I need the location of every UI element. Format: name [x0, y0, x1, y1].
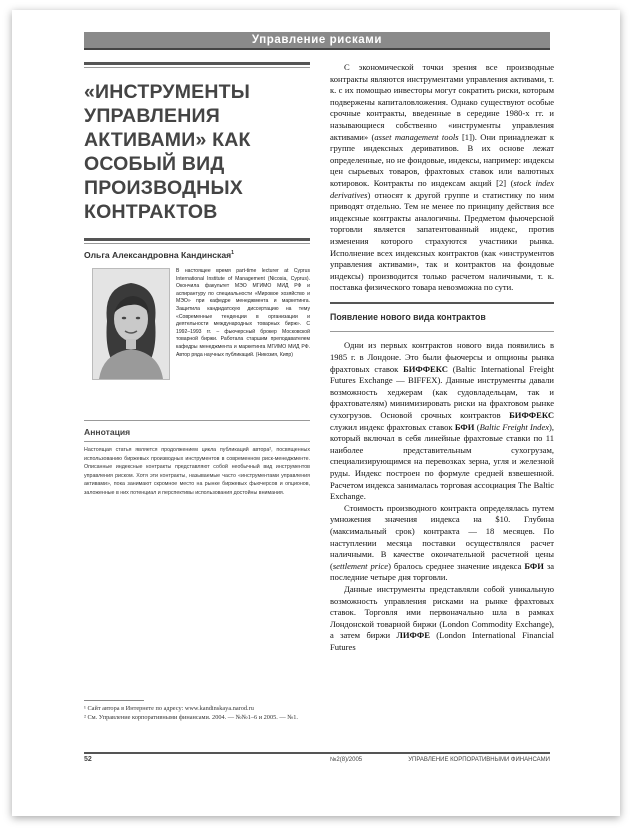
right-column — [330, 62, 554, 654]
abstract-rule-mid — [84, 441, 310, 442]
bold-term: БИФФЕКС — [509, 410, 554, 421]
paragraph-1 — [330, 62, 554, 294]
section-header: Управление рисками — [84, 32, 550, 50]
text-run: служил индекс фрахтовых ставок — [330, 421, 455, 432]
text-run: (London International Financial Futures — [330, 630, 554, 652]
spacer — [330, 294, 554, 302]
issue-number: №2(8)/2005 — [330, 757, 363, 763]
paragraph-2 — [330, 340, 554, 502]
bold-term: ЛИФФЕ — [396, 630, 430, 641]
author-name — [84, 250, 310, 260]
text-run: ( — [474, 421, 480, 432]
article-title: «ИНСТРУМЕНТЫ УПРАВЛЕНИЯ АКТИВАМИ» КАК ОСОБЫЙ ВИД ПРОИЗВОДНЫХ КОНТРАКТОВ — [84, 81, 251, 223]
footnote-rule — [84, 700, 144, 701]
journal-name: УПРАВЛЕНИЕ КОРПОРАТИВНЫМИ ФИНАНСАМИ — [408, 757, 550, 763]
author-bio: В настоящее время part-time lecturer at Cyprus International Institute of Management (Nicosia, Cyprus). Окончила факультет МЭО МГИМО МИД РФ и аспирантуру по специальности «Мировое хозяйство и МЭО» при кафедре менеджмента и маркетинга. Защитила кандидатскую диссертацию на тему «Современные тенденции в организации и деятельности международных товарных бирж». С 1992–1993 гг. – фьючерсный брокер Московской товарной биржи. Работала старшим преподавателем кафедры менеджмента и маркетинга МГИМО МИД РФ. Автор ряда научных публикаций. (Никозия, Кипр) — [176, 268, 310, 358]
paragraph-4 — [330, 584, 554, 654]
author-photo-image — [93, 269, 169, 379]
footnote-2: ² См. Управление корпоративными финансами. 2004. — №№1–6 и 2005. — №1. — [84, 714, 298, 721]
abstract-heading: Аннотация — [84, 427, 131, 437]
text-run: С экономической точки зрения все производные контракты являются инструментами управления активами, т. к. с их помощью инвесторы могут сократить риски, которым подвержены капиталовложения. Однако существуют особые срочные контракты, введенные в середине 1980-х гг. и называющиеся собственно «инструменты управления активами» ( — [330, 62, 554, 142]
author-name-text: Ольга Александровна Кандинская — [84, 250, 232, 260]
title-rule-top — [84, 62, 310, 65]
author-footnote-mark: 1 — [231, 250, 235, 257]
abstract-text: Настоящая статья является продолжением цикла публикаций автора², посвященных использованию биржевых производных инструментов в современном риск-менеджменте. Описанные индексные контракты представляют собой необычный вид инструментов управления риском. Хотя эти контракты, называемые часто «инструментами управления активами», пока занимают скромное место на рынке биржевых фьючерсов и опционов, заложенные в них потенциал и перспективы использования достойны внимания. — [84, 447, 310, 496]
italic-term: Baltic Freight Index — [479, 421, 550, 432]
bold-term: БФИ — [524, 560, 544, 571]
author-bio-block — [84, 268, 310, 418]
bold-term: БИФФЕКС — [403, 363, 448, 374]
page-footer — [84, 752, 550, 766]
title-rule-bottom — [84, 238, 310, 241]
text-run: [1]). Они принадлежат к группе индексных деривативов. В их основе лежат определенные, но не фондовые, индексы, например: индексы цен сырьевых товаров, фрахтовых ставок или валютных котировок. Контракты по индексам акций [2] ( — [330, 131, 554, 188]
subhead-rule-top — [330, 302, 554, 304]
title-rule-bottom-thin — [84, 243, 310, 244]
paragraph-3 — [330, 503, 554, 584]
title-rule-top-thin — [84, 67, 310, 68]
bold-term: БФИ — [454, 421, 475, 432]
page-number: 52 — [84, 756, 92, 763]
subsection-heading: Появление нового вида контрактов — [330, 311, 486, 322]
text-run: ) бралось среднее значение индекса — [388, 560, 525, 571]
text-run: ), который включал в себя линейные фрахтовые ставки по 11 наиболее представительным сухогрузам, специализирующимся на перевозках зерна, угля и железной руды. Индекс построен по формуле средней взвешенной. Расчетом индекса занималась торговая ассоциация The Baltic Exchange. — [330, 421, 555, 502]
text-run: Стоимость производного контракта определялась путем умножения значения индекса на $10. Глубина (максимальный срок) контракта — 18 месяцев. По наступлении месяца поставки осуществлялся расчет наличными. В качестве окончательной расчетной цены ( — [330, 502, 554, 571]
italic-term: stock index derivatives — [330, 177, 554, 200]
footnotes — [84, 700, 310, 722]
footnote-1: ¹ Сайт автора в Интернете по адресу: www.kandinskaya.narod.ru — [84, 705, 254, 712]
text-run: ) относят к другой группе и статистику по ним приводят отдельно. Тем не менее по принципу действия все индексные контракты аналогичны. Предметом фьючерсной торговли является запатентованный индекс, против изменения которого страхуются участники рынка. Исполнение всех индексных контрактов (как «инструментов управления активами», так и контрактов на фондовые индексы) производится только расчетом наличными, т. к. поставка физического товара невозможна по сути. — [330, 189, 554, 293]
left-column — [84, 62, 310, 497]
text-run: (Baltic International Freight Futures Exchange — BIFFEX). Данные инструменты давали возможность хеджерам (как судовладельцам, так и фрахтователям) минимизировать риски на фрахтовом рынке сухогрузов. Основой срочных контрактов — [330, 363, 554, 421]
text-run: за последние четыре дня торговли. — [330, 560, 555, 583]
text-run: Одни из первых контрактов нового вида появились в 1985 г. в Лондоне. Это были фьючерсы и опционы рынка фрахтовых ставок — [330, 340, 554, 374]
abstract-rule-top — [84, 420, 310, 421]
subhead-rule-bottom — [330, 331, 554, 332]
italic-term: settlement price — [332, 560, 389, 571]
text-run: Данные инструменты представляли собой уникальную возможность управления рисками на рынке фрахтовых ставок. Торговля ими первоначально шла в рамках Лондонской товарной биржи (London Commodity Exchange), а затем биржи — [330, 583, 554, 641]
author-photo — [92, 268, 170, 380]
italic-term: asset management tools — [374, 131, 459, 142]
